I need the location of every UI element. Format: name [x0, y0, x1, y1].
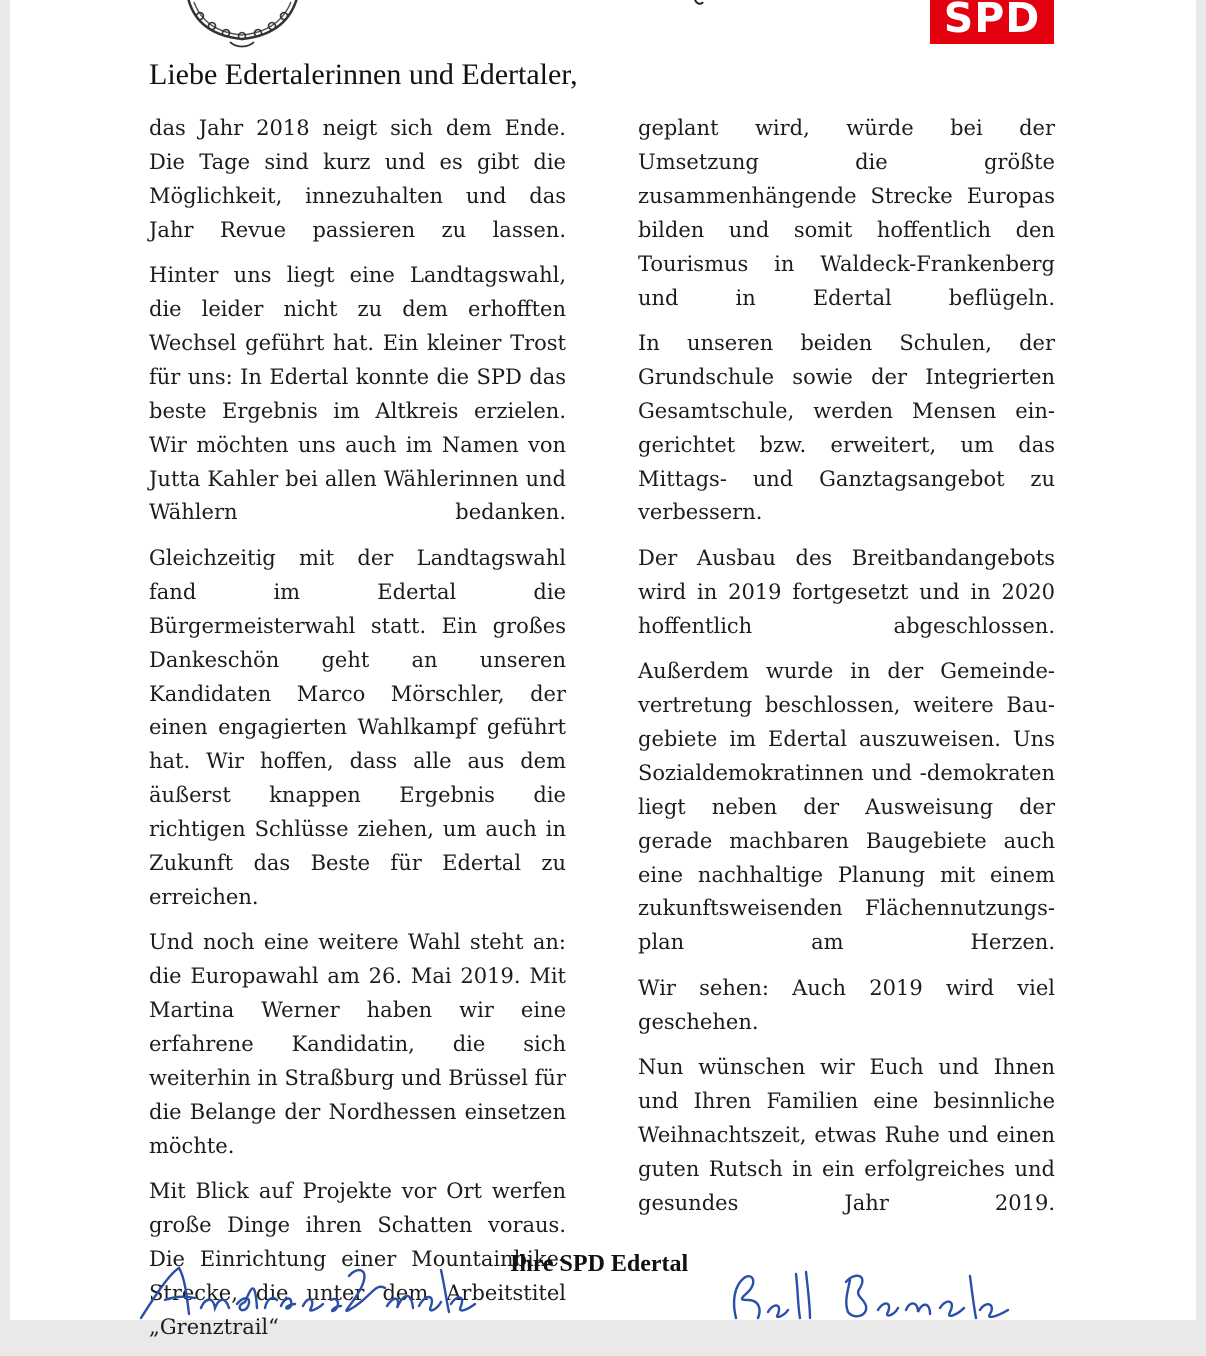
paragraph: Der Ausbau des Breitbandangebots wird in 2019 fortgesetzt und in 2020 hoffentlich abgeschlossen. — [638, 545, 1055, 638]
paragraph: geplant wird, würde bei der Umsetzung die größte zusammenhängende Strecke Europas bilden und somit hoffentlich den Tourismus in Waldeck-Frankenberg und in Edertal beflügeln. — [638, 116, 1055, 310]
letter-greeting: Liebe Edertalerinnen und Edertaler, — [149, 58, 578, 91]
paragraph: Außerdem wurde in der Gemeinde-vertretung beschlossen, weitere Bau-gebiete im Edertal auszuweisen. Uns Sozialdemokratinnen und -demokraten liegt neben der Ausweisung der gerade machbaren Baugebiete auch eine nachhaltige Planung mit einem zukunftsweisenden Flächennutzungs-plan am Herzen. — [638, 659, 1055, 955]
spd-logo: SPD — [930, 0, 1054, 44]
handwritten-signature-right — [718, 1262, 1018, 1320]
left-column — [149, 112, 566, 1356]
paragraph: das Jahr 2018 neigt sich dem Ende. Die Tage sind kurz und es gibt die Möglichkeit, innezuhalten und das Jahr Revue passieren zu lassen. — [149, 116, 566, 242]
crest-emblem-icon — [180, 0, 305, 50]
closing-line: Ihre SPD Edertal — [510, 1251, 689, 1277]
paragraph: In unseren beiden Schulen, der Grundschule sowie der Integrierten Gesamtschule, werden Mensen ein-gerichtet bzw. erweitert, um das Mittags- und Ganztagsangebot zu verbessern. — [638, 330, 1055, 525]
paragraph: Gleichzeitig mit der Landtagswahl fand im Edertal die Bürgermeisterwahl statt. Ein großes Dankeschön geht an unseren Kandidaten Marco Mörschler, der einen engagierten Wahlkampf geführt hat. Wir hoffen, dass alle aus dem äußerst knappen Ergebnis die richtigen Schlüsse ziehen, um auch in Zukunft das Beste für Edertal zu erreichen. — [149, 545, 566, 909]
paragraph: Wir sehen: Auch 2019 wird viel geschehen. — [638, 975, 1055, 1034]
paragraph: Mit Blick auf Projekte vor Ort werfen große Dinge ihren Schatten voraus. Die Einrichtung einer Mountainbike-Strecke, die unter dem Arbeitstitel „Grenztrail“ — [149, 1179, 566, 1339]
letter-page — [10, 0, 1196, 1339]
decorative-mark-icon — [693, 0, 705, 6]
paragraph: Hinter uns liegt eine Landtagswahl, die leider nicht zu dem erhofften Wechsel geführt hat. Ein kleiner Trost für uns: In Edertal konnte die SPD das beste Ergebnis im Altkreis erzielen. Wir möchten uns auch im Namen von Jutta Kahler bei allen Wählerinnen und Wählern bedanken. — [149, 263, 566, 525]
paragraph: Nun wünschen wir Euch und Ihnen und Ihren Familien eine besinnliche Weihnachtszeit, etwas Ruhe und einen guten Rutsch in ein erfolgreiches und gesundes Jahr 2019. — [638, 1055, 1055, 1215]
right-column — [638, 112, 1055, 1232]
paragraph: Und noch eine weitere Wahl steht an: die Europawahl am 26. Mai 2019. Mit Martina Werner haben wir eine erfahrene Kandidatin, die sich weiterhin in Straßburg und Brüssel für die Belange der Nordhessen einsetzen möchte. — [149, 930, 566, 1158]
handwritten-signature-left — [135, 1248, 485, 1320]
